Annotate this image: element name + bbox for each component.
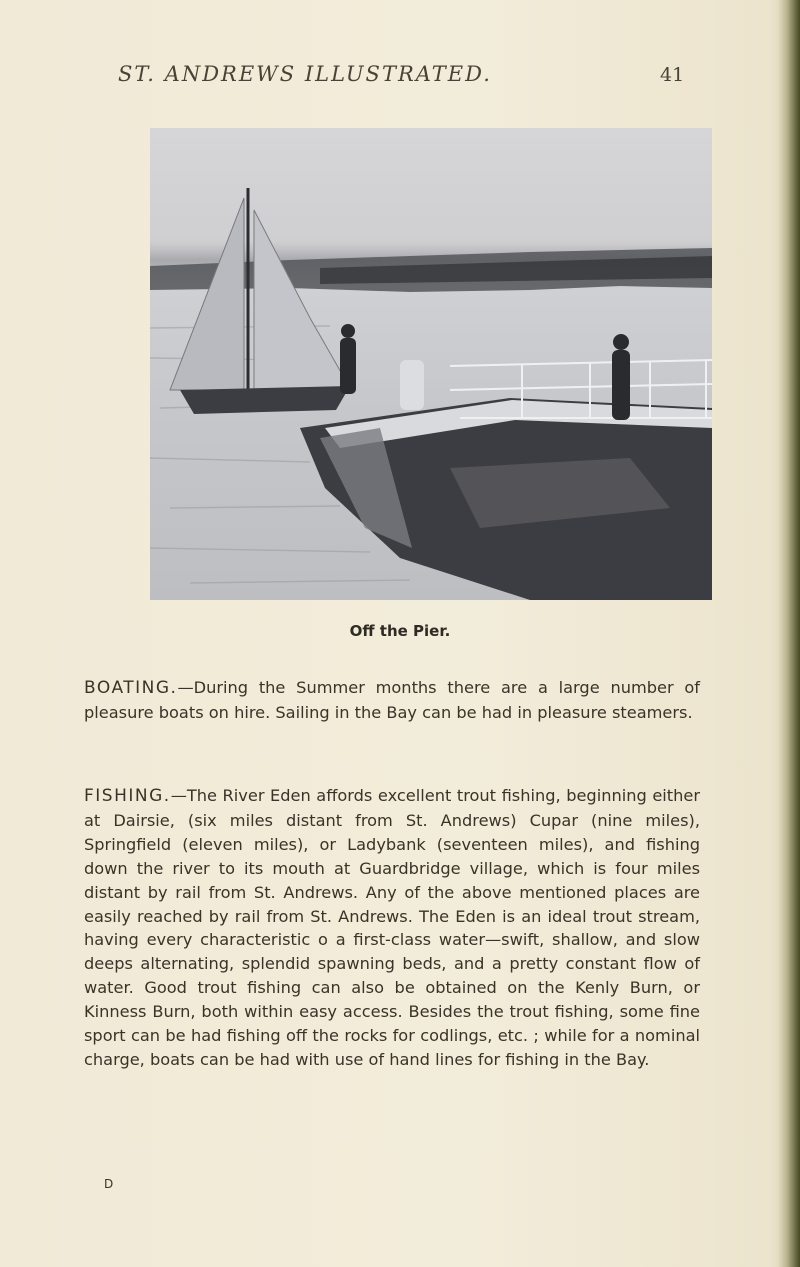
fishing-paragraph xyxy=(84,784,700,1072)
page-number: 41 xyxy=(660,64,685,86)
boating-heading: BOATING. xyxy=(84,678,178,698)
boating-paragraph xyxy=(84,676,700,725)
photo-illustration xyxy=(150,128,712,600)
fishing-text: —The River Eden affords excellent trout fishing, beginning either at Dairsie, (six miles distant from St. Andrews) Cupar (nine miles), Springfield (eleven miles), or Ladybank (seventeen miles), and fishing down the river to its mouth at Guardbridge village, which is four miles distant by rail from St. Andrews. Any of the above mentioned places are easily reached by rail from St. Andrews. The Eden is an ideal trout stream, having every characteristic o a first-class water—swift, shallow, and slow deeps alternating, splendid spawning beds, and a pretty constant flow of water. Good trout fishing can also be obtained on the Kenly Burn, or Kinness Burn, both within easy access. Besides the trout fishing, some fine sport can be had fishing off the rocks for codlings, etc. ; while for a nominal charge, boats can be had with use of hand lines for fishing in the Bay. xyxy=(84,786,700,1069)
photo-plate-off-the-pier xyxy=(150,128,712,600)
sailboat-hull xyxy=(180,386,350,414)
signature-mark: D xyxy=(104,1177,114,1191)
fishing-heading: FISHING. xyxy=(84,786,171,806)
running-head: ST. ANDREWS ILLUSTRATED. xyxy=(118,62,492,86)
plate-caption: Off the Pier. xyxy=(349,622,451,640)
boating-text: —During the Summer months there are a large number of pleasure boats on hire. Sailing in the Bay can be had in pleasure steamers. xyxy=(84,678,700,722)
main-sail xyxy=(170,198,244,390)
fore-sail xyxy=(254,210,350,390)
